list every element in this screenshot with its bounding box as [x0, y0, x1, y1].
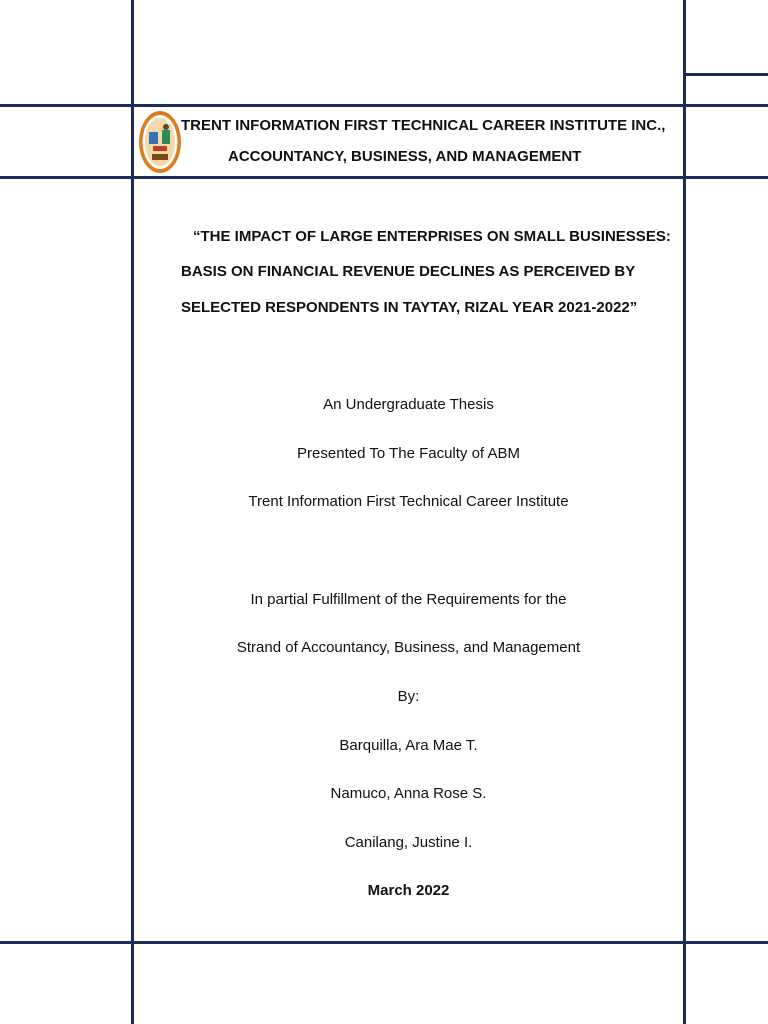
- footer-line: [0, 941, 768, 944]
- school-seal-icon: [138, 110, 182, 174]
- presented-to: Presented To The Faculty of ABM: [297, 445, 520, 462]
- author-3: Canilang, Justine I.: [344, 834, 473, 851]
- frame-right-line: [683, 0, 686, 1024]
- frame-left-line: [131, 0, 134, 1024]
- header-bottom-line: [0, 176, 768, 179]
- author-2: Namuco, Anna Rose S.: [330, 785, 487, 802]
- thesis-title-line-1: “THE IMPACT OF LARGE ENTERPRISES ON SMALL BUSINESSES:: [193, 228, 671, 245]
- school-name-heading: TRENT INFORMATION FIRST TECHNICAL CAREER INSTITUTE INC.,: [181, 117, 666, 134]
- frame-top-right-line: [683, 73, 768, 76]
- by-label: By:: [397, 688, 420, 705]
- thesis-title-line-2: BASIS ON FINANCIAL REVENUE DECLINES AS PERCEIVED BY: [181, 263, 636, 280]
- header-top-line: [0, 104, 768, 107]
- thesis-type: An Undergraduate Thesis: [323, 396, 494, 413]
- submission-date: March 2022: [367, 882, 450, 899]
- strand-full-name: Strand of Accountancy, Business, and Management: [236, 639, 581, 656]
- author-1: Barquilla, Ara Mae T.: [339, 737, 478, 754]
- strand-heading: ACCOUNTANCY, BUSINESS, AND MANAGEMENT: [228, 148, 582, 165]
- fulfillment-text: In partial Fulfillment of the Requirements for the: [250, 591, 567, 608]
- institution-name: Trent Information First Technical Career Institute: [248, 493, 569, 510]
- thesis-title-line-3: SELECTED RESPONDENTS IN TAYTAY, RIZAL YEAR 2021-2022”: [181, 299, 638, 316]
